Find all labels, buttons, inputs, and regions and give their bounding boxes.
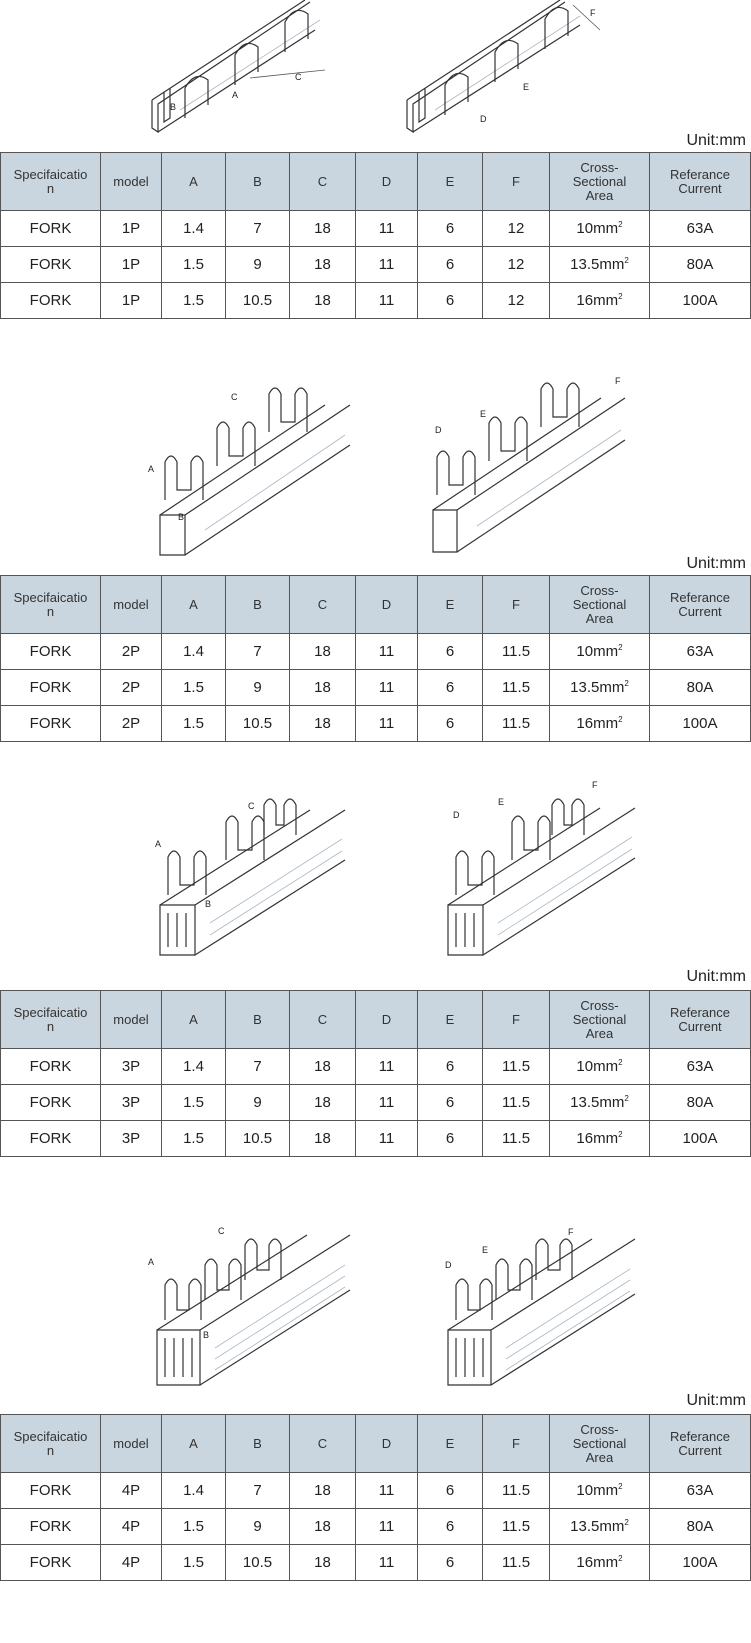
cell-model: 2P bbox=[101, 706, 162, 742]
cell-e: 6 bbox=[418, 670, 483, 706]
header-b: B bbox=[226, 153, 290, 211]
cell-c: 18 bbox=[290, 670, 356, 706]
unit-label: Unit:mm bbox=[686, 1392, 746, 1409]
cell-a: 1.5 bbox=[162, 283, 226, 319]
cell-spec: FORK bbox=[1, 1085, 101, 1121]
header-a: A bbox=[162, 153, 226, 211]
header-d: D bbox=[356, 1415, 418, 1473]
table-row bbox=[1, 670, 751, 706]
dim-label-c: C bbox=[231, 392, 238, 402]
header-specification: Specifaicatio n bbox=[1, 153, 101, 211]
cell-f: 11.5 bbox=[483, 706, 550, 742]
cell-d: 11 bbox=[356, 1049, 418, 1085]
header-reference-current: Referance Current bbox=[650, 153, 751, 211]
cell-area: $13.5mm^2$ bbox=[550, 1509, 650, 1545]
table-row bbox=[1, 1509, 751, 1545]
cell-spec: FORK bbox=[1, 1049, 101, 1085]
cell-f: 11.5 bbox=[483, 1049, 550, 1085]
dim-label-d: D bbox=[435, 425, 442, 435]
header-d: D bbox=[356, 153, 418, 211]
header-f: F bbox=[483, 153, 550, 211]
cell-a: 1.4 bbox=[162, 634, 226, 670]
table-header-row bbox=[1, 153, 751, 211]
cell-area: $10mm^2$ bbox=[550, 211, 650, 247]
table-row bbox=[1, 283, 751, 319]
spec-table-1p bbox=[0, 152, 751, 319]
header-model: model bbox=[101, 1415, 162, 1473]
cell-f: 11.5 bbox=[483, 1509, 550, 1545]
spec-table-3p bbox=[0, 990, 751, 1157]
cell-current: 63A bbox=[650, 211, 751, 247]
dim-label-e: E bbox=[482, 1245, 489, 1255]
dim-label-a: A bbox=[155, 839, 162, 849]
cell-current: 100A bbox=[650, 1121, 751, 1157]
dim-label-d: D bbox=[453, 810, 460, 820]
cell-spec: FORK bbox=[1, 283, 101, 319]
cell-model: 2P bbox=[101, 634, 162, 670]
cell-b: 10.5 bbox=[226, 1545, 290, 1581]
header-d: D bbox=[356, 576, 418, 634]
cell-a: 1.5 bbox=[162, 670, 226, 706]
cell-c: 18 bbox=[290, 1049, 356, 1085]
cell-d: 11 bbox=[356, 670, 418, 706]
busbar-2p-left-drawing bbox=[145, 380, 355, 560]
cell-a: 1.5 bbox=[162, 1509, 226, 1545]
cell-d: 11 bbox=[356, 634, 418, 670]
cell-e: 6 bbox=[418, 634, 483, 670]
cell-b: 10.5 bbox=[226, 283, 290, 319]
table-row bbox=[1, 247, 751, 283]
cell-area: $16mm^2$ bbox=[550, 283, 650, 319]
busbar-3p-right-drawing bbox=[440, 780, 640, 965]
cell-spec: FORK bbox=[1, 1121, 101, 1157]
cell-spec: FORK bbox=[1, 1509, 101, 1545]
header-f: F bbox=[483, 991, 550, 1049]
cell-model: 1P bbox=[101, 283, 162, 319]
cell-area: $16mm^2$ bbox=[550, 1545, 650, 1581]
cell-e: 6 bbox=[418, 1473, 483, 1509]
cell-e: 6 bbox=[418, 283, 483, 319]
cell-c: 18 bbox=[290, 1473, 356, 1509]
cell-e: 6 bbox=[418, 247, 483, 283]
cell-area: $10mm^2$ bbox=[550, 1473, 650, 1509]
header-f: F bbox=[483, 1415, 550, 1473]
cell-e: 6 bbox=[418, 1509, 483, 1545]
header-specification: Specifaicatio n bbox=[1, 576, 101, 634]
cell-f: 11.5 bbox=[483, 1121, 550, 1157]
cell-b: 7 bbox=[226, 634, 290, 670]
header-model: model bbox=[101, 576, 162, 634]
cell-current: 100A bbox=[650, 1545, 751, 1581]
busbar-1p-right-drawing bbox=[405, 0, 605, 135]
header-model: model bbox=[101, 991, 162, 1049]
header-a: A bbox=[162, 1415, 226, 1473]
cell-e: 6 bbox=[418, 1049, 483, 1085]
table-row bbox=[1, 1545, 751, 1581]
cell-current: 63A bbox=[650, 634, 751, 670]
cell-d: 11 bbox=[356, 247, 418, 283]
header-f: F bbox=[483, 576, 550, 634]
dim-label-b: B bbox=[203, 1330, 210, 1340]
table-row bbox=[1, 706, 751, 742]
cell-f: 11.5 bbox=[483, 1545, 550, 1581]
cell-c: 18 bbox=[290, 1085, 356, 1121]
cell-model: 1P bbox=[101, 211, 162, 247]
cell-b: 9 bbox=[226, 1509, 290, 1545]
cell-spec: FORK bbox=[1, 1473, 101, 1509]
cell-f: 11.5 bbox=[483, 1085, 550, 1121]
table-row bbox=[1, 211, 751, 247]
table-row bbox=[1, 1049, 751, 1085]
header-e: E bbox=[418, 153, 483, 211]
dim-label-c: C bbox=[218, 1226, 225, 1236]
dim-label-f: F bbox=[590, 8, 596, 18]
dim-label-f: F bbox=[592, 780, 598, 790]
header-cross-sectional-area: Cross- Sectional Area bbox=[550, 1415, 650, 1473]
header-c: C bbox=[290, 1415, 356, 1473]
header-c: C bbox=[290, 153, 356, 211]
cell-c: 18 bbox=[290, 634, 356, 670]
dim-label-e: E bbox=[523, 82, 530, 92]
header-specification: Specifaicatio n bbox=[1, 991, 101, 1049]
cell-current: 80A bbox=[650, 670, 751, 706]
cell-c: 18 bbox=[290, 706, 356, 742]
cell-model: 4P bbox=[101, 1509, 162, 1545]
cell-f: 12 bbox=[483, 247, 550, 283]
header-cross-sectional-area: Cross- Sectional Area bbox=[550, 576, 650, 634]
cell-d: 11 bbox=[356, 1509, 418, 1545]
cell-d: 11 bbox=[356, 1121, 418, 1157]
cell-c: 18 bbox=[290, 283, 356, 319]
cell-d: 11 bbox=[356, 211, 418, 247]
cell-c: 18 bbox=[290, 1545, 356, 1581]
cell-b: 10.5 bbox=[226, 706, 290, 742]
cell-b: 9 bbox=[226, 1085, 290, 1121]
header-cross-sectional-area: Cross- Sectional Area bbox=[550, 153, 650, 211]
cell-a: 1.5 bbox=[162, 1121, 226, 1157]
cell-a: 1.4 bbox=[162, 211, 226, 247]
cell-d: 11 bbox=[356, 1545, 418, 1581]
header-reference-current: Referance Current bbox=[650, 1415, 751, 1473]
dim-label-c: C bbox=[295, 72, 302, 82]
cell-b: 10.5 bbox=[226, 1121, 290, 1157]
header-specification: Specifaicatio n bbox=[1, 1415, 101, 1473]
header-b: B bbox=[226, 576, 290, 634]
cell-e: 6 bbox=[418, 1121, 483, 1157]
cell-area: $16mm^2$ bbox=[550, 706, 650, 742]
dim-label-c: C bbox=[248, 801, 255, 811]
table-header-row bbox=[1, 991, 751, 1049]
cell-f: 12 bbox=[483, 211, 550, 247]
busbar-4p-right-drawing bbox=[440, 1225, 640, 1395]
cell-c: 18 bbox=[290, 1509, 356, 1545]
cell-current: 100A bbox=[650, 706, 751, 742]
header-model: model bbox=[101, 153, 162, 211]
header-e: E bbox=[418, 576, 483, 634]
cell-b: 9 bbox=[226, 247, 290, 283]
cell-area: $13.5mm^2$ bbox=[550, 247, 650, 283]
cell-d: 11 bbox=[356, 1085, 418, 1121]
header-reference-current: Referance Current bbox=[650, 991, 751, 1049]
cell-a: 1.5 bbox=[162, 1545, 226, 1581]
spec-table-4p bbox=[0, 1414, 751, 1581]
table-row bbox=[1, 1085, 751, 1121]
unit-label: Unit:mm bbox=[686, 555, 746, 572]
cell-model: 3P bbox=[101, 1085, 162, 1121]
cell-a: 1.5 bbox=[162, 1085, 226, 1121]
dim-label-d: D bbox=[480, 114, 487, 124]
header-e: E bbox=[418, 991, 483, 1049]
cell-e: 6 bbox=[418, 706, 483, 742]
dim-label-d: D bbox=[445, 1260, 452, 1270]
header-cross-sectional-area: Cross- Sectional Area bbox=[550, 991, 650, 1049]
cell-area: $13.5mm^2$ bbox=[550, 1085, 650, 1121]
cell-current: 80A bbox=[650, 1509, 751, 1545]
cell-c: 18 bbox=[290, 211, 356, 247]
dim-label-a: A bbox=[148, 1257, 155, 1267]
cell-model: 1P bbox=[101, 247, 162, 283]
cell-model: 4P bbox=[101, 1545, 162, 1581]
cell-spec: FORK bbox=[1, 706, 101, 742]
cell-model: 2P bbox=[101, 670, 162, 706]
cell-a: 1.4 bbox=[162, 1049, 226, 1085]
cell-b: 7 bbox=[226, 211, 290, 247]
cell-f: 12 bbox=[483, 283, 550, 319]
cell-current: 63A bbox=[650, 1049, 751, 1085]
dim-label-b: B bbox=[178, 512, 185, 522]
cell-area: $16mm^2$ bbox=[550, 1121, 650, 1157]
cell-f: 11.5 bbox=[483, 670, 550, 706]
table-header-row bbox=[1, 576, 751, 634]
dim-label-a: A bbox=[232, 90, 239, 100]
table-row bbox=[1, 1473, 751, 1509]
cell-d: 11 bbox=[356, 706, 418, 742]
header-e: E bbox=[418, 1415, 483, 1473]
dim-label-f: F bbox=[568, 1227, 574, 1237]
cell-d: 11 bbox=[356, 283, 418, 319]
cell-spec: FORK bbox=[1, 1545, 101, 1581]
busbar-1p-left-drawing bbox=[150, 0, 350, 135]
cell-e: 6 bbox=[418, 1545, 483, 1581]
dim-label-f: F bbox=[615, 376, 621, 386]
cell-b: 9 bbox=[226, 670, 290, 706]
cell-e: 6 bbox=[418, 1085, 483, 1121]
cell-b: 7 bbox=[226, 1473, 290, 1509]
cell-area: $13.5mm^2$ bbox=[550, 670, 650, 706]
table-row bbox=[1, 1121, 751, 1157]
unit-label: Unit:mm bbox=[686, 968, 746, 985]
spec-table-2p bbox=[0, 575, 751, 742]
dim-label-b: B bbox=[170, 102, 177, 112]
header-c: C bbox=[290, 991, 356, 1049]
unit-label: Unit:mm bbox=[686, 132, 746, 149]
cell-d: 11 bbox=[356, 1473, 418, 1509]
busbar-3p-left-drawing bbox=[150, 795, 350, 965]
header-a: A bbox=[162, 991, 226, 1049]
busbar-2p-right-drawing bbox=[425, 370, 635, 560]
header-b: B bbox=[226, 991, 290, 1049]
cell-model: 3P bbox=[101, 1049, 162, 1085]
cell-current: 100A bbox=[650, 283, 751, 319]
cell-f: 11.5 bbox=[483, 1473, 550, 1509]
dim-label-b: B bbox=[205, 899, 212, 909]
header-c: C bbox=[290, 576, 356, 634]
dim-label-e: E bbox=[498, 797, 505, 807]
busbar-4p-left-drawing bbox=[145, 1225, 355, 1395]
dim-label-a: A bbox=[148, 464, 155, 474]
cell-area: $10mm^2$ bbox=[550, 1049, 650, 1085]
cell-a: 1.5 bbox=[162, 247, 226, 283]
cell-c: 18 bbox=[290, 1121, 356, 1157]
cell-spec: FORK bbox=[1, 211, 101, 247]
header-reference-current: Referance Current bbox=[650, 576, 751, 634]
cell-spec: FORK bbox=[1, 670, 101, 706]
cell-current: 80A bbox=[650, 1085, 751, 1121]
header-b: B bbox=[226, 1415, 290, 1473]
table-row bbox=[1, 634, 751, 670]
cell-a: 1.5 bbox=[162, 706, 226, 742]
cell-spec: FORK bbox=[1, 247, 101, 283]
cell-spec: FORK bbox=[1, 634, 101, 670]
cell-model: 3P bbox=[101, 1121, 162, 1157]
cell-current: 63A bbox=[650, 1473, 751, 1509]
cell-b: 7 bbox=[226, 1049, 290, 1085]
cell-a: 1.4 bbox=[162, 1473, 226, 1509]
cell-model: 4P bbox=[101, 1473, 162, 1509]
header-a: A bbox=[162, 576, 226, 634]
cell-current: 80A bbox=[650, 247, 751, 283]
cell-f: 11.5 bbox=[483, 634, 550, 670]
table-header-row bbox=[1, 1415, 751, 1473]
header-d: D bbox=[356, 991, 418, 1049]
cell-area: $10mm^2$ bbox=[550, 634, 650, 670]
cell-e: 6 bbox=[418, 211, 483, 247]
dim-label-e: E bbox=[480, 409, 487, 419]
cell-c: 18 bbox=[290, 247, 356, 283]
